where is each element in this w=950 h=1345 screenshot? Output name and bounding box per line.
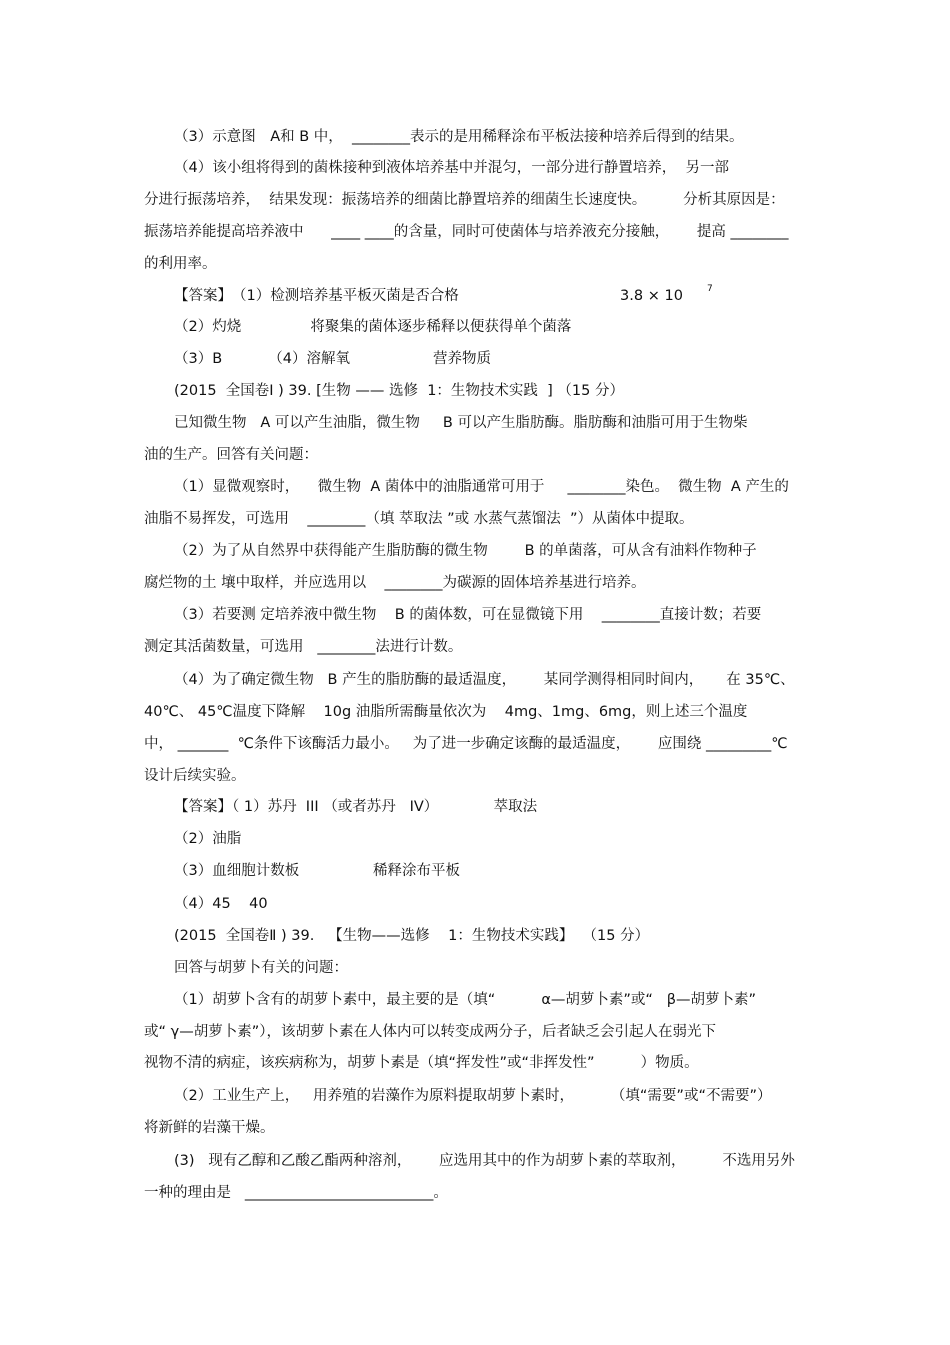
text-line: （4）为了确定微生物 B 产生的脂肪酶的最适温度， 某同学测得相同时间内， 在 35℃、 (174, 672, 795, 688)
text-line: 已知微生物 A 可以产生油脂，微生物 B 可以产生脂肪酶。脂肪酶和油脂可用于生物柴 (174, 415, 748, 431)
text-line: （3）若要测 定培养液中微生物 B 的菌体数，可在显微镜下用 ________直接计数；若要 (174, 607, 762, 623)
text-line: 测定其活菌数量，可选用 ________法进行计数。 (144, 639, 463, 655)
text-line: 中， _______ ℃条件下该酶活力最小。 为了进一步确定该酶的最适温度， 应围绕 _________℃ (144, 736, 788, 752)
text-line: （2）为了从自然界中获得能产生脂肪酶的微生物 B 的单菌落，可从含有油料作物种子 (174, 543, 757, 559)
text-line: 振荡培养能提高培养液中 ____ ____的含量，同时可使菌体与培养液充分接触， 提高 ________ (144, 224, 789, 240)
text-line: （2）工业生产上， 用养殖的岩藻作为原料提取胡萝卜素时， （填“需要”或“不需要”） (174, 1088, 772, 1104)
text-line: （1）胡萝卜含有的胡萝卜素中，最主要的是（填“ α—胡萝卜素”或“ β—胡萝卜素” (174, 992, 757, 1008)
text-line: 回答与胡萝卜有关的问题： (174, 960, 348, 976)
text-line: （4）该小组将得到的菌株接种到液体培养基中并混匀，一部分进行静置培养， 另一部 (174, 160, 729, 176)
text-line: （3）示意图 A和 B 中， ________表示的是用稀释涂布平板法接种培养后得到的结果。 (174, 129, 744, 145)
text-line: 油脂不易挥发，可选用 ________（填 萃取法 ”或 水蒸气蒸馏法 ”）从菌体中提取。 (144, 511, 694, 527)
answer-line: （3）B （4）溶解氧 营养物质 (174, 351, 491, 367)
superscript-exponent: 7 (707, 284, 713, 294)
text-line: (3) 现有乙醇和乙酸乙酯两种溶剂， 应选用其中的作为胡萝卜素的萃取剂， 不选用另外 (174, 1153, 795, 1169)
text-line: 分进行振荡培养， 结果发现：振荡培养的细菌比静置培养的细菌生长速度快。 分析其原因是： (144, 192, 785, 208)
answer-line: 【答案】 （1）检测培养基平板灭菌是否合格 3.8 × 10 (174, 288, 683, 304)
answer-line: 【答案】（ 1）苏丹 III （或者苏丹 IV） 萃取法 (174, 799, 538, 815)
text-line: 40℃、 45℃温度下降解 10g 油脂所需酶量依次为 4mg、1mg、6mg，则上述三个温度 (144, 704, 748, 720)
answer-line: （4）45 40 (174, 896, 268, 912)
text-line: 油的生产。回答有关问题： (144, 447, 318, 463)
text-line: 的利用率。 (144, 256, 217, 272)
answer-line: （2）灼烧 将聚集的菌体逐步稀释以便获得单个菌落 (174, 319, 572, 335)
question-header: (2015 全国卷Ⅱ ) 39. 【生物——选修 1：生物技术实践】 （15 分） (174, 928, 650, 944)
text-line: 设计后续实验。 (144, 768, 246, 784)
answer-line: （2）油脂 (174, 831, 242, 847)
text-line: 视物不清的病症，该疾病称为，胡萝卜素是（填“挥发性”或“非挥发性” ）物质。 (144, 1055, 699, 1071)
answer-line: （3）血细胞计数板 稀释涂布平板 (174, 863, 460, 879)
text-line: 一种的理由是 __________________________。 (144, 1185, 448, 1201)
question-header: (2015 全国卷Ⅰ ) 39. [生物 —— 选修 1：生物技术实践 ] （15 分） (174, 383, 624, 399)
text-line: （1）显微观察时， 微生物 A 菌体中的油脂通常可用于 ________染色。 微生物 A 产生的 (174, 479, 789, 495)
text-line: 腐烂物的土 壤中取样，并应选用以 ________为碳源的固体培养基进行培养。 (144, 575, 646, 591)
text-line: 将新鲜的岩藻干燥。 (144, 1120, 275, 1136)
text-line: 或“ γ—胡萝卜素”），该胡萝卜素在人体内可以转变成两分子，后者缺乏会引起人在弱光下 (144, 1024, 716, 1040)
